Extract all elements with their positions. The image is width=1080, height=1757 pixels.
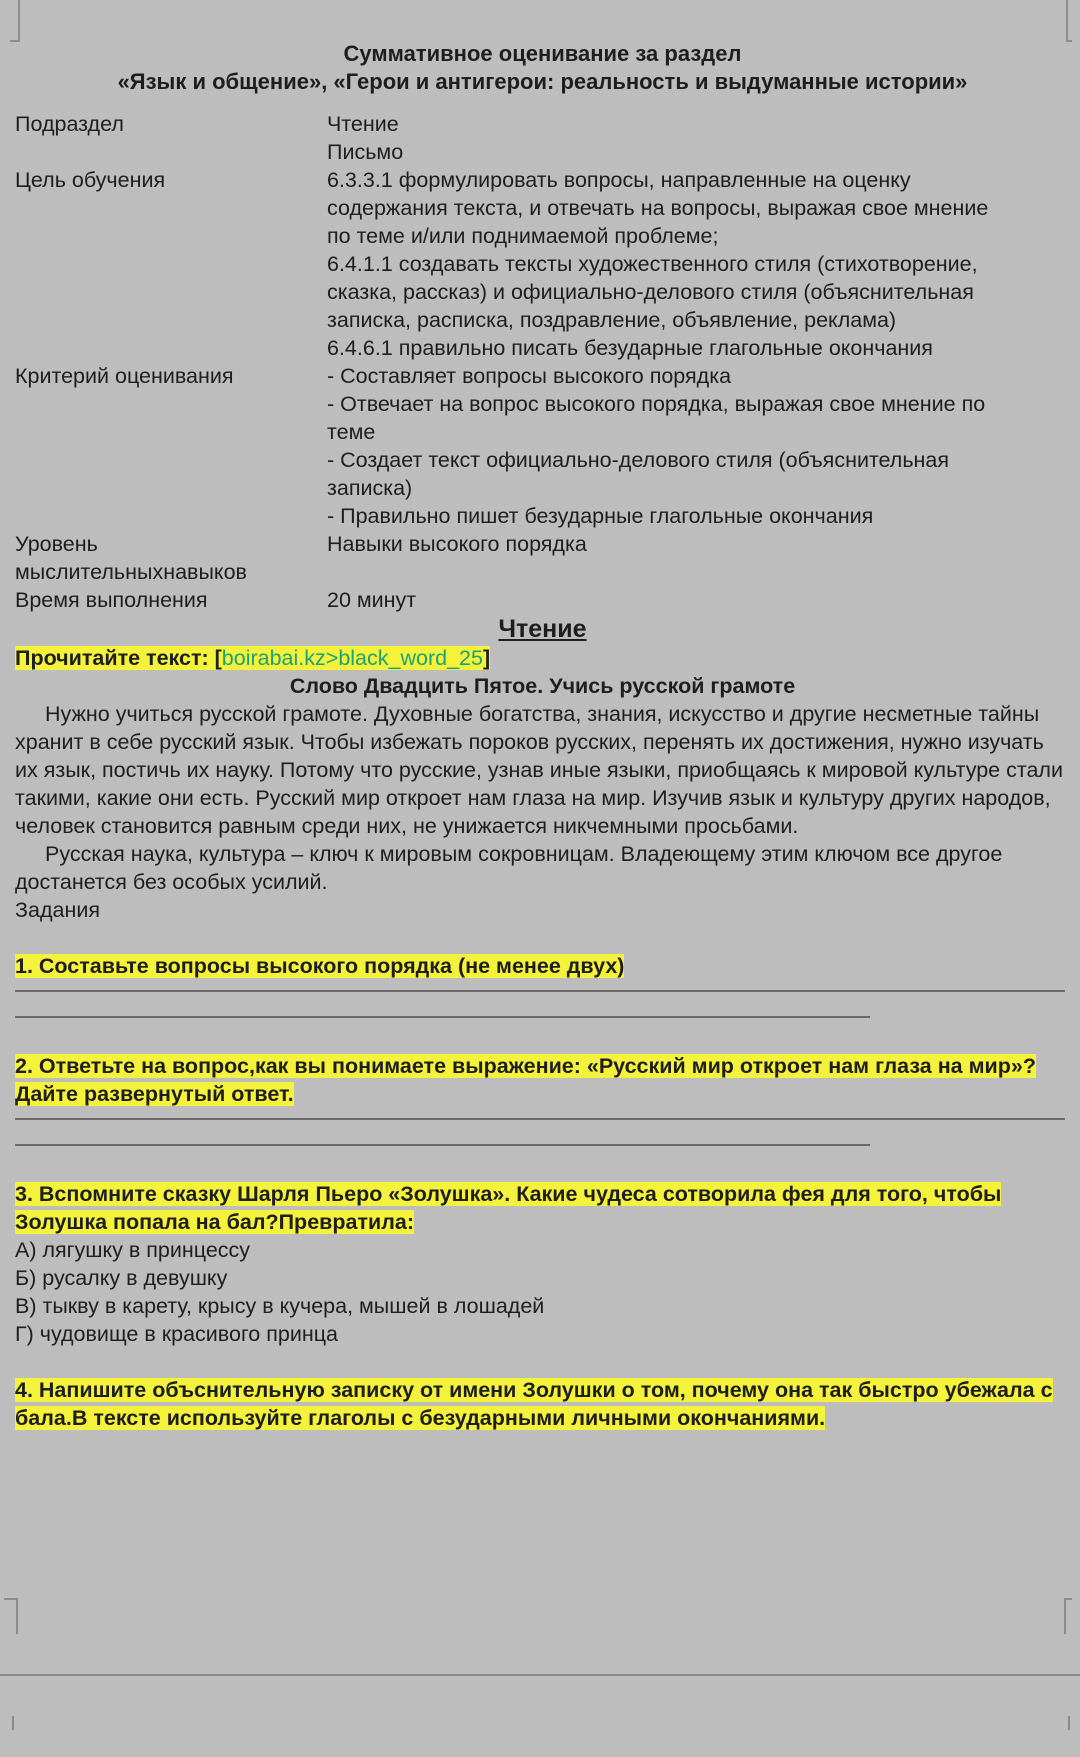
task-1-text: 1. Составьте вопросы высокого порядка (не менее двух) [15,954,625,978]
task-1-answer-lines [15,980,1070,1018]
title-line-1: Суммативное оценивание за раздел [343,41,742,66]
document-content [15,40,1070,1432]
source-link[interactable]: boirabai.kz>black_word_25 [221,646,483,670]
read-prompt-end: ] [482,646,491,670]
task-4 [15,1376,1070,1432]
info-value [327,166,1070,362]
info-label: Подраздел [15,112,124,136]
info-label: Критерий оценивания [15,364,234,388]
read-prompt [15,644,1070,672]
info-row-goal [15,166,1070,362]
read-prompt-text: Прочитайте текст: [ [15,646,222,670]
criteria-item: - Составляет вопросы высокого порядка [327,364,732,388]
info-value [327,362,1070,530]
task-4-text: 4. Напишите объснительную записку от имени Золушки о том, почему она так быстро убежала с бала.В тексте используйте глаголы с безударными личными окончаниями. [15,1378,1053,1430]
info-label: Цель обучения [15,168,166,192]
tasks-label: Задания [15,898,100,922]
margin-marker-bottom-left [4,1598,18,1634]
info-label: Время выполнения [15,588,208,612]
option-c[interactable]: В) тыкву в карету, крысу в кучера, мышей в лошадей [15,1294,545,1318]
info-row-subsection [15,110,1070,166]
info-row-level [15,530,1070,586]
task-2 [15,1052,1070,1108]
answer-line[interactable] [15,1118,1065,1120]
info-row-criteria [15,362,1070,530]
title-line-2: «Язык и общение», «Герои и антигерои: реальность и выдуманные истории» [117,69,968,94]
criteria-item: - Отвечает на вопрос высокого порядка, выражая свое мнение по теме [327,392,986,444]
goal-item: 6.4.6.1 правильно писать безударные глагольные окончания [327,336,933,360]
margin-marker-bottom-right [1064,1598,1072,1634]
answer-line[interactable] [15,990,1065,992]
level-label-line-2: мыслительныхнавыков [15,560,247,584]
margin-marker-top-right [1066,0,1072,42]
task-3-text: 3. Вспомните сказку Шарля Пьеро «Золушка». Какие чудеса сотворила фея для того, чтобы Золушка попала на бал?Превратила: [15,1182,1002,1234]
option-d[interactable]: Г) чудовище в красивого принца [15,1322,338,1346]
document-title [15,40,1070,96]
subsection-writing: Письмо [327,140,404,164]
option-a[interactable]: А) лягушку в принцессу [15,1238,251,1262]
page-separator [0,1674,1080,1676]
info-table [15,110,1070,614]
task-2-answer-lines [15,1108,1070,1146]
info-value: Навыки высокого порядка [327,532,587,556]
story-title: Слово Двадцить Пятое. Учись русской грамоте [289,674,796,698]
next-page-marker-left [12,1716,14,1730]
section-heading-reading: Чтение [498,615,587,643]
story-paragraph-1: Нужно учиться русской грамоте. Духовные богатства, знания, искусство и другие несметные тайны хранит в себе русский язык. Чтобы избежать пороков русских, перенять их достижения, нужно изучать их язык, постичь их науку. Потому что русские, узнав иные языки, приобщаясь к мировой культуре стали такими, какие они есть. Русский мир откроет нам глаза на мир. Изучив язык и культуру других народов, человек становится равным среди них, не унижается никчемными просьбами. [15,702,1063,838]
level-label-line-1: Уровень [15,532,98,556]
next-page-marker-right [1068,1716,1070,1730]
story-paragraph-2: Русская наука, культура – ключ к мировым сокровницам. Владеющему этим ключом все другое достанется без особых усилий. [15,842,1003,894]
answer-line[interactable] [15,1016,870,1018]
margin-marker-top-left [10,0,20,42]
goal-item: 6.4.1.1 создавать тексты художественного стиля (стихотворение, сказка, рассказ) и официально-делового стиля (объяснительная записка, расписка, поздравление, объявление, реклама) [327,252,978,332]
option-b[interactable]: Б) русалку в девушку [15,1266,228,1290]
task-1 [15,952,1070,980]
task-3 [15,1180,1070,1236]
info-row-time [15,586,1070,614]
criteria-item: - Создает текст официально-делового стиля (объяснительная записка) [327,448,950,500]
criteria-item: - Правильно пишет безударные глагольные окончания [327,504,874,528]
info-value: 20 минут [327,588,417,612]
info-value [327,110,1070,166]
task-2-text: 2. Ответьте на вопрос,как вы понимаете выражение: «Русский мир откроет нам глаза на мир»? Дайте развернутый ответ. [15,1054,1036,1106]
answer-line[interactable] [15,1144,870,1146]
task-3-options [15,1236,1070,1348]
subsection-reading: Чтение [327,112,399,136]
goal-item: 6.3.3.1 формулировать вопросы, направленные на оценку содержания текста, и отвечать на вопросы, выражая свое мнение по теме и/или поднимаемой проблеме; [327,168,989,248]
info-label [15,530,327,586]
